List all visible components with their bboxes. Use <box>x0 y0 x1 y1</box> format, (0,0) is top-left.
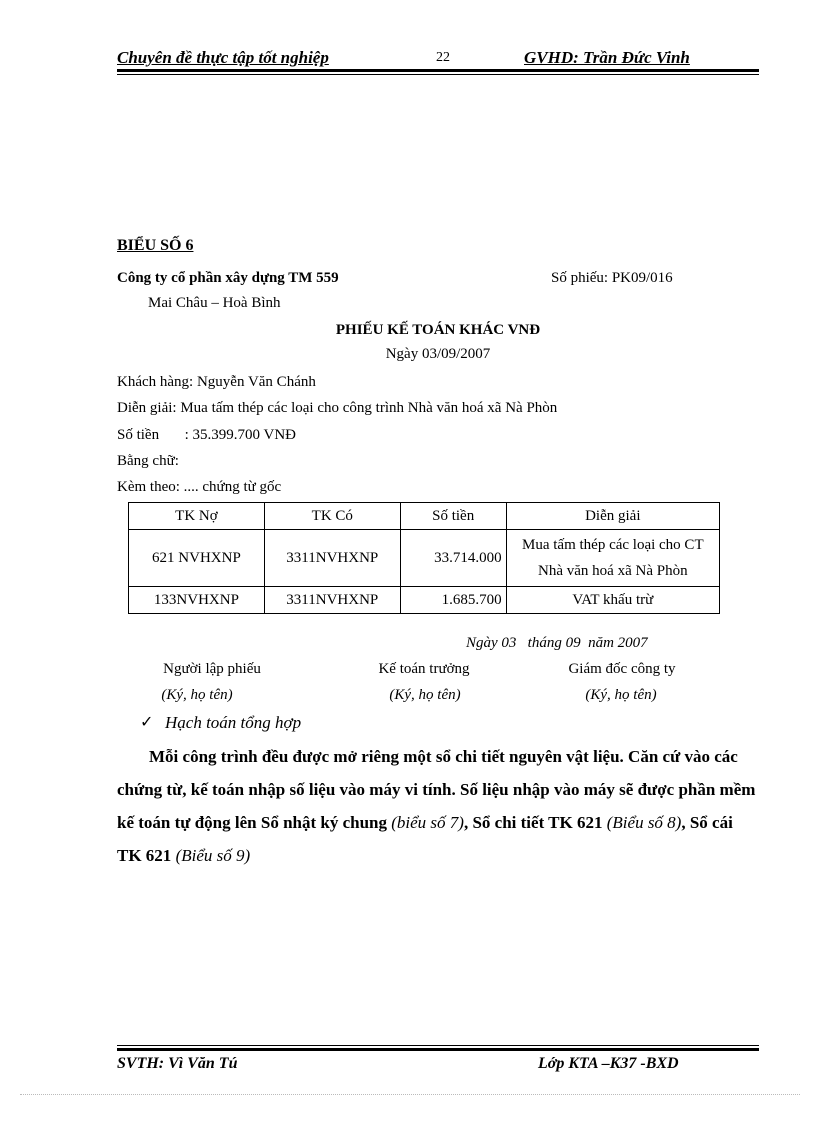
section-paragraph <box>117 740 759 872</box>
attachments-line: Kèm theo: .... chứng từ gốc <box>117 479 282 495</box>
voucher-date: Ngày 03/09/2007 <box>385 346 491 362</box>
header-right: GVHD: Trần Đức Vinh <box>524 48 690 67</box>
table-header-row <box>129 503 720 530</box>
footer-right: Lớp KTA –K37 -BXD <box>538 1055 679 1072</box>
cell-amount: 33.714.000 <box>400 530 506 587</box>
cell-debit: 621 NVHXNP <box>129 530 265 587</box>
ref-bieu-7: (biểu số 7) <box>391 813 464 832</box>
header-rule-thick <box>117 69 759 72</box>
cell-amount: 1.685.700 <box>400 587 506 614</box>
sig-chief-accountant-note: (Ký, họ tên) <box>389 687 461 703</box>
cell-credit: 3311NVHXNP <box>264 530 400 587</box>
cell-credit: 3311NVHXNP <box>264 587 400 614</box>
cell-description: VAT khấu trừ <box>506 587 719 614</box>
form-number: BIỂU SỐ 6 <box>117 237 194 254</box>
footer-rule-thick <box>117 1048 759 1051</box>
page-bottom-dotted-line <box>20 1094 800 1095</box>
amount-value: : 35.399.700 VNĐ <box>184 427 296 443</box>
page-number: 22 <box>436 50 450 65</box>
company-name: Công ty cổ phần xây dựng TM 559 <box>117 270 339 286</box>
footer-rule-thin <box>117 1045 759 1046</box>
signature-date: Ngày 03 tháng 09 năm 2007 <box>466 635 648 651</box>
voucher-number: Số phiếu: PK09/016 <box>551 270 673 286</box>
header-debit: TK Nợ <box>129 503 265 530</box>
header-amount: Số tiền <box>400 503 506 530</box>
amount-label: Số tiền <box>117 427 160 443</box>
cell-description: Mua tấm thép các loại cho CT Nhà văn hoá xã Nà Phòn <box>506 530 719 587</box>
voucher-title: PHIẾU KẾ TOÁN KHÁC VNĐ <box>335 322 541 338</box>
sig-preparer: Người lập phiếu <box>163 661 261 677</box>
entry-table <box>128 502 720 614</box>
header-rule-thin <box>117 74 759 75</box>
para-text-1: Mỗi công trình đều được mở riêng một sổ chi tiết nguyên vật liệu. Căn cứ vào các chứng từ, kế toán nhập số liệu vào máy vi tính. Số liệu nhập vào máy sẽ được phần mềm kế toán tự động lên Sổ nhật ký chung <box>117 747 756 832</box>
footer-left: SVTH: Vì Văn Tú <box>117 1055 238 1072</box>
amount-line <box>117 427 296 444</box>
table-row <box>129 587 720 614</box>
header-description: Diễn giải <box>506 503 719 530</box>
header-left: Chuyên đề thực tập tốt nghiệp <box>117 48 329 67</box>
customer-line: Khách hàng: Nguyễn Văn Chánh <box>117 374 316 390</box>
checkmark-icon: ✓ <box>140 714 154 731</box>
cell-debit: 133NVHXNP <box>129 587 265 614</box>
table-row <box>129 530 720 587</box>
para-text-3: , Sổ cái TK 621 <box>117 813 733 865</box>
sig-director: Giám đốc công ty <box>568 661 676 677</box>
section-title: Hạch toán tổng hợp <box>165 713 302 732</box>
company-address: Mai Châu – Hoà Bình <box>148 295 281 311</box>
sig-preparer-note: (Ký, họ tên) <box>161 687 233 703</box>
ref-bieu-9: (Biểu số 9) <box>175 846 251 865</box>
sig-chief-accountant: Kế toán trưởng <box>378 661 470 677</box>
sig-director-note: (Ký, họ tên) <box>585 687 657 703</box>
header-credit: TK Có <box>264 503 400 530</box>
description-line: Diễn giải: Mua tấm thép các loại cho công trình Nhà văn hoá xã Nà Phòn <box>117 400 558 416</box>
ref-bieu-8: (Biểu số 8) <box>606 813 682 832</box>
para-text-2: , Sổ chi tiết TK 621 <box>463 813 607 832</box>
amount-in-words: Bằng chữ: <box>117 453 179 469</box>
